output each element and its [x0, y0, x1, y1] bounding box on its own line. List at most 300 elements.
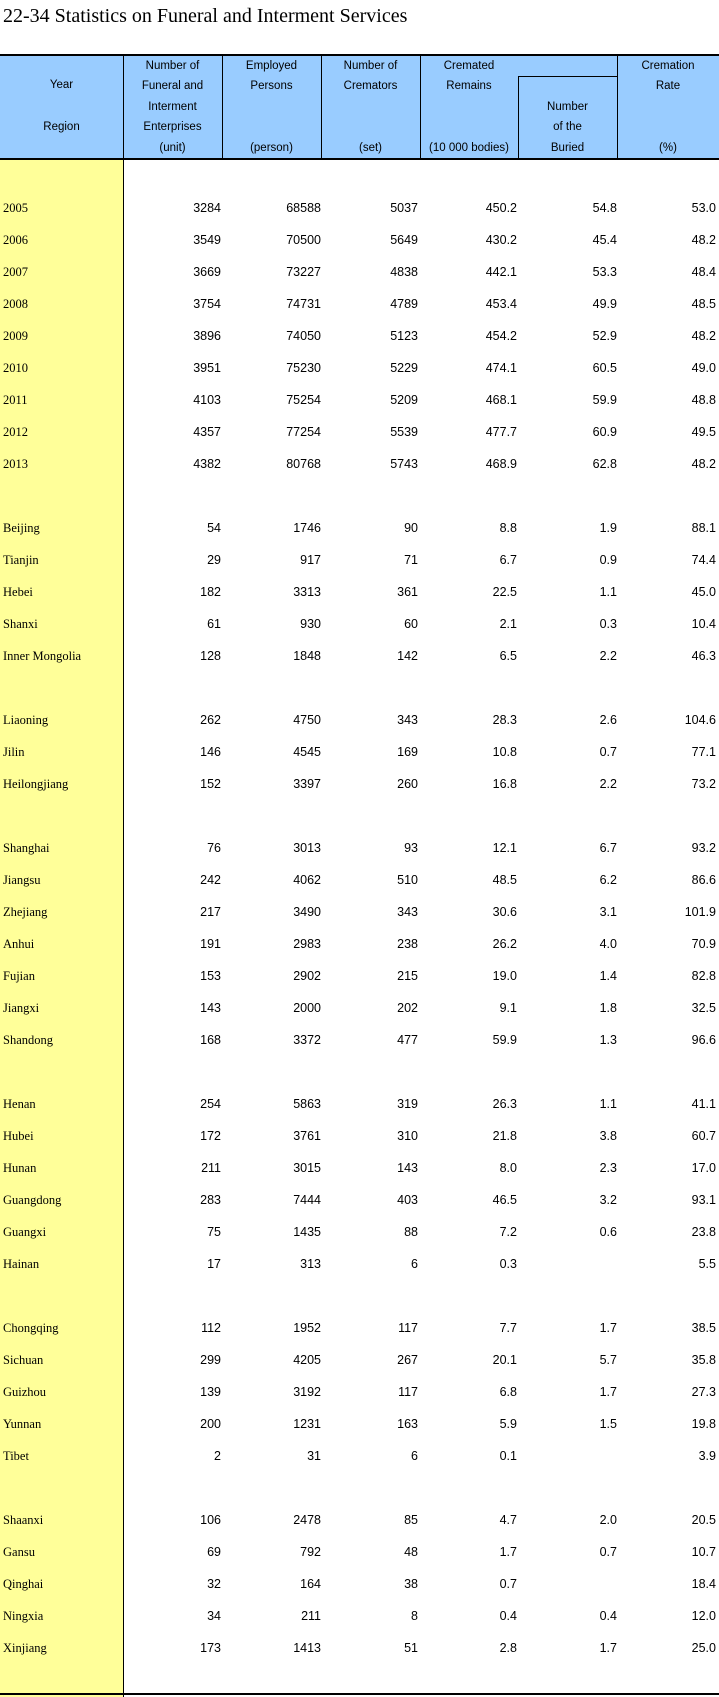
cell-buried: 49.9 [592, 297, 617, 311]
cell-buried: 1.5 [599, 1417, 617, 1431]
cell-rate: 46.3 [691, 649, 716, 663]
cell-cremators: 85 [404, 1513, 418, 1527]
cell-employed: 792 [300, 1545, 321, 1559]
cell-enterprises: 2 [214, 1449, 221, 1463]
cell-cremators: 403 [397, 1193, 418, 1207]
cell-cremators: 93 [404, 841, 418, 855]
cell-cremated: 26.3 [492, 1097, 517, 1111]
cell-buried: 2.2 [599, 777, 617, 791]
cell-buried: 45.4 [592, 233, 617, 247]
cell-cremated: 450.2 [485, 201, 517, 215]
row-label: Hubei [3, 1129, 34, 1143]
cell-cremators: 310 [397, 1129, 418, 1143]
cell-buried: 2.3 [599, 1161, 617, 1175]
cell-enterprises: 254 [200, 1097, 221, 1111]
cell-buried: 0.3 [599, 617, 617, 631]
cell-rate: 35.8 [691, 1353, 716, 1367]
cell-employed: 74050 [286, 329, 321, 343]
cell-cremated: 8.0 [499, 1161, 517, 1175]
cell-rate: 86.6 [691, 873, 716, 887]
cell-cremators: 5229 [390, 361, 418, 375]
row-label: Shandong [3, 1033, 53, 1047]
row-label: Shanxi [3, 617, 38, 631]
cell-cremators: 343 [397, 713, 418, 727]
cell-employed: 3397 [293, 777, 321, 791]
cell-buried: 3.1 [599, 905, 617, 919]
cell-cremated: 19.0 [492, 969, 517, 983]
cell-rate: 48.2 [691, 329, 716, 343]
cell-rate: 93.1 [691, 1193, 716, 1207]
header-enterprises: Interment [148, 101, 197, 113]
cell-enterprises: 34 [207, 1609, 221, 1623]
cell-buried: 2.6 [599, 713, 617, 727]
cell-buried: 1.8 [599, 1001, 617, 1015]
header-employed-unit: (person) [250, 142, 293, 154]
row-label: Guangdong [3, 1193, 62, 1207]
cell-enterprises: 217 [200, 905, 221, 919]
cell-enterprises: 3549 [193, 233, 221, 247]
cell-cremators: 6 [411, 1257, 418, 1271]
cell-enterprises: 76 [207, 841, 221, 855]
header-enterprises-unit: (unit) [159, 142, 186, 154]
cell-enterprises: 3754 [193, 297, 221, 311]
row-label: Gansu [3, 1545, 35, 1559]
cell-rate: 45.0 [691, 585, 716, 599]
cell-buried: 6.7 [599, 841, 617, 855]
header-cremated: Remains [446, 80, 492, 92]
cell-employed: 2000 [293, 1001, 321, 1015]
header-enterprises: Number of [145, 60, 200, 72]
cell-enterprises: 283 [200, 1193, 221, 1207]
header-rate-unit: (%) [659, 142, 677, 154]
cell-employed: 3372 [293, 1033, 321, 1047]
cell-rate: 104.6 [684, 713, 716, 727]
table-row-region [0, 1350, 719, 1370]
table-row-region [0, 1542, 719, 1562]
cell-buried: 0.7 [599, 745, 617, 759]
header-region: Region [43, 121, 80, 133]
cell-cremated: 7.2 [499, 1225, 517, 1239]
cell-enterprises: 152 [200, 777, 221, 791]
cell-cremated: 6.7 [499, 553, 517, 567]
row-label: 2006 [3, 233, 28, 247]
cell-enterprises: 182 [200, 585, 221, 599]
cell-rate: 48.2 [691, 233, 716, 247]
table-row-region [0, 646, 719, 666]
cell-rate: 18.4 [691, 1577, 716, 1591]
cell-buried: 0.9 [599, 553, 617, 567]
table-row-year [0, 358, 719, 378]
row-label: Shaanxi [3, 1513, 44, 1527]
table-row-year [0, 198, 719, 218]
cell-employed: 3015 [293, 1161, 321, 1175]
cell-buried: 1.7 [599, 1385, 617, 1399]
cell-enterprises: 128 [200, 649, 221, 663]
cell-enterprises: 143 [200, 1001, 221, 1015]
table-row-region [0, 1158, 719, 1178]
cell-buried: 1.1 [599, 1097, 617, 1111]
cell-rate: 73.2 [691, 777, 716, 791]
cell-cremated: 6.8 [499, 1385, 517, 1399]
cell-buried: 60.5 [592, 361, 617, 375]
header-employed: Employed [245, 60, 298, 72]
cell-rate: 53.0 [691, 201, 716, 215]
row-label: 2005 [3, 201, 28, 215]
table-row-region [0, 1574, 719, 1594]
cell-cremators: 169 [397, 745, 418, 759]
table-row-region [0, 774, 719, 794]
cell-cremated: 468.9 [485, 457, 517, 471]
header-rate: Rate [655, 80, 681, 92]
cell-rate: 17.0 [691, 1161, 716, 1175]
cell-enterprises: 4103 [193, 393, 221, 407]
cell-enterprises: 75 [207, 1225, 221, 1239]
cell-cremated: 48.5 [492, 873, 517, 887]
cell-cremators: 6 [411, 1449, 418, 1463]
cell-enterprises: 146 [200, 745, 221, 759]
cell-cremated: 442.1 [485, 265, 517, 279]
row-label: Anhui [3, 937, 35, 951]
table-row-region [0, 742, 719, 762]
cell-employed: 4545 [293, 745, 321, 759]
cell-cremated: 4.7 [499, 1513, 517, 1527]
table-row-region [0, 1446, 719, 1466]
table-header [0, 54, 719, 160]
row-label: Jilin [3, 745, 25, 759]
row-label: 2010 [3, 361, 28, 375]
cell-rate: 82.8 [691, 969, 716, 983]
cell-cremators: 117 [398, 1321, 418, 1335]
cell-employed: 1952 [293, 1321, 321, 1335]
table-row-region [0, 1222, 719, 1242]
row-label: Henan [3, 1097, 36, 1111]
header-cremators: Number of [343, 60, 398, 72]
table-row-year [0, 454, 719, 474]
row-label: Sichuan [3, 1353, 44, 1367]
cell-employed: 70500 [286, 233, 321, 247]
cell-buried: 5.7 [599, 1353, 617, 1367]
cell-enterprises: 4357 [193, 425, 221, 439]
cell-enterprises: 173 [200, 1641, 221, 1655]
cell-cremated: 477.7 [485, 425, 517, 439]
row-label: 2009 [3, 329, 28, 343]
row-label: Fujian [3, 969, 35, 983]
row-label: Heilongjiang [3, 777, 69, 791]
cell-cremators: 361 [397, 585, 418, 599]
cell-cremators: 343 [397, 905, 418, 919]
cell-cremated: 0.4 [499, 1609, 517, 1623]
cell-rate: 101.9 [684, 905, 716, 919]
cell-cremated: 0.7 [499, 1577, 517, 1591]
cell-buried: 3.2 [599, 1193, 617, 1207]
cell-employed: 74731 [286, 297, 321, 311]
cell-enterprises: 3284 [193, 201, 221, 215]
row-label: Hebei [3, 585, 33, 599]
row-label: Jiangsu [3, 873, 41, 887]
cell-enterprises: 139 [200, 1385, 221, 1399]
cell-employed: 917 [300, 553, 321, 567]
cell-cremated: 21.8 [492, 1129, 517, 1143]
cell-employed: 80768 [286, 457, 321, 471]
cell-cremators: 142 [397, 649, 418, 663]
cell-cremators: 5209 [390, 393, 418, 407]
cell-cremated: 12.1 [492, 841, 517, 855]
cell-rate: 5.5 [698, 1257, 716, 1271]
cell-employed: 68588 [286, 201, 321, 215]
cell-rate: 41.1 [691, 1097, 716, 1111]
cell-rate: 70.9 [691, 937, 716, 951]
cell-cremators: 477 [397, 1033, 418, 1047]
cell-cremators: 143 [397, 1161, 418, 1175]
cell-employed: 3761 [293, 1129, 321, 1143]
cell-rate: 32.5 [691, 1001, 716, 1015]
cell-cremated: 26.2 [492, 937, 517, 951]
row-label: Tianjin [3, 553, 39, 567]
row-label: Ningxia [3, 1609, 44, 1623]
cell-cremators: 4838 [390, 265, 418, 279]
table-row-region [0, 1030, 719, 1050]
cell-rate: 88.1 [691, 521, 716, 535]
cell-enterprises: 200 [200, 1417, 221, 1431]
cell-cremated: 468.1 [485, 393, 517, 407]
row-label: Hainan [3, 1257, 40, 1271]
cell-buried: 0.7 [599, 1545, 617, 1559]
cell-employed: 31 [307, 1449, 321, 1463]
cell-cremators: 5649 [390, 233, 418, 247]
table-row-region [0, 518, 719, 538]
table-row-region [0, 838, 719, 858]
row-label: 2011 [3, 393, 28, 407]
cell-employed: 211 [301, 1609, 321, 1623]
cell-cremators: 90 [404, 521, 418, 535]
cell-employed: 1435 [293, 1225, 321, 1239]
cell-cremated: 453.4 [485, 297, 517, 311]
table-row-region [0, 1254, 719, 1274]
cell-cremated: 8.8 [499, 521, 517, 535]
cell-cremators: 5123 [390, 329, 418, 343]
cell-cremated: 30.6 [492, 905, 517, 919]
cell-employed: 77254 [286, 425, 321, 439]
cell-rate: 25.0 [691, 1641, 716, 1655]
cell-buried: 1.7 [599, 1641, 617, 1655]
table-row-region [0, 1318, 719, 1338]
row-label: Liaoning [3, 713, 49, 727]
cell-rate: 48.5 [691, 297, 716, 311]
table-row-region [0, 1126, 719, 1146]
cell-buried: 0.4 [599, 1609, 617, 1623]
cell-cremators: 8 [411, 1609, 418, 1623]
cell-employed: 75254 [286, 393, 321, 407]
table-row-region [0, 870, 719, 890]
cell-enterprises: 168 [200, 1033, 221, 1047]
cell-cremated: 0.3 [499, 1257, 517, 1271]
cell-cremators: 71 [404, 553, 418, 567]
row-label: 2013 [3, 457, 28, 471]
cell-enterprises: 191 [200, 937, 221, 951]
row-label: 2007 [3, 265, 28, 279]
cell-cremated: 22.5 [492, 585, 517, 599]
cell-cremators: 117 [398, 1385, 418, 1399]
row-label: Yunnan [3, 1417, 42, 1431]
table-row-region [0, 614, 719, 634]
cell-cremators: 88 [404, 1225, 418, 1239]
cell-buried: 54.8 [592, 201, 617, 215]
cell-employed: 4205 [293, 1353, 321, 1367]
row-label: 2012 [3, 425, 28, 439]
cell-cremated: 454.2 [485, 329, 517, 343]
cell-buried: 3.8 [599, 1129, 617, 1143]
cell-cremators: 319 [397, 1097, 418, 1111]
cell-cremators: 163 [397, 1417, 418, 1431]
cell-enterprises: 61 [207, 617, 221, 631]
cell-rate: 3.9 [698, 1449, 716, 1463]
row-label: Beijing [3, 521, 40, 535]
table-row-region [0, 1638, 719, 1658]
cell-buried: 2.0 [599, 1513, 617, 1527]
cell-employed: 7444 [293, 1193, 321, 1207]
header-cremated: Cremated [443, 60, 495, 72]
cell-cremators: 238 [397, 937, 418, 951]
cell-employed: 75230 [286, 361, 321, 375]
cell-cremated: 430.2 [485, 233, 517, 247]
cell-buried: 59.9 [592, 393, 617, 407]
cell-rate: 48.2 [691, 457, 716, 471]
cell-rate: 77.1 [691, 745, 716, 759]
table-row-region [0, 902, 719, 922]
cell-enterprises: 32 [207, 1577, 221, 1591]
cell-rate: 49.0 [691, 361, 716, 375]
table-row-region [0, 934, 719, 954]
cell-buried: 1.7 [599, 1321, 617, 1335]
row-label: Zhejiang [3, 905, 48, 919]
cell-employed: 5863 [293, 1097, 321, 1111]
cell-cremators: 267 [397, 1353, 418, 1367]
cell-employed: 3013 [293, 841, 321, 855]
cell-rate: 48.8 [691, 393, 716, 407]
cell-cremators: 215 [397, 969, 418, 983]
cell-enterprises: 112 [201, 1321, 221, 1335]
table-row-region [0, 998, 719, 1018]
cell-rate: 74.4 [691, 553, 716, 567]
cell-enterprises: 3951 [193, 361, 221, 375]
cell-employed: 2983 [293, 937, 321, 951]
cell-rate: 38.5 [691, 1321, 716, 1335]
cell-cremators: 202 [397, 1001, 418, 1015]
table-bottom-rule [0, 1693, 719, 1695]
cell-buried: 1.3 [599, 1033, 617, 1047]
cell-buried: 4.0 [599, 937, 617, 951]
row-label: Guangxi [3, 1225, 47, 1239]
cell-rate: 10.4 [691, 617, 716, 631]
cell-cremators: 60 [404, 617, 418, 631]
cell-buried: 1.1 [599, 585, 617, 599]
cell-enterprises: 54 [207, 521, 221, 535]
cell-enterprises: 242 [200, 873, 221, 887]
table-row-region [0, 1414, 719, 1434]
cell-employed: 4750 [293, 713, 321, 727]
cell-buried: 0.6 [599, 1225, 617, 1239]
cell-employed: 930 [300, 617, 321, 631]
cell-cremated: 28.3 [492, 713, 517, 727]
cell-buried: 62.8 [592, 457, 617, 471]
header-divider [518, 76, 618, 77]
cell-buried: 6.2 [599, 873, 617, 887]
cell-enterprises: 4382 [193, 457, 221, 471]
cell-cremators: 5037 [390, 201, 418, 215]
table-row-region [0, 1606, 719, 1626]
table-row-region [0, 550, 719, 570]
cell-cremated: 16.8 [492, 777, 517, 791]
table-row-region [0, 1510, 719, 1530]
header-buried: Buried [550, 142, 585, 154]
cell-rate: 60.7 [691, 1129, 716, 1143]
cell-cremated: 5.9 [499, 1417, 517, 1431]
cell-rate: 10.7 [691, 1545, 716, 1559]
table-row-region [0, 966, 719, 986]
row-label: Chongqing [3, 1321, 59, 1335]
header-cremated-unit: (10 000 bodies) [429, 142, 509, 154]
cell-buried: 2.2 [599, 649, 617, 663]
cell-cremators: 48 [404, 1545, 418, 1559]
cell-enterprises: 299 [200, 1353, 221, 1367]
table-row-region [0, 582, 719, 602]
cell-cremators: 5539 [390, 425, 418, 439]
cell-rate: 20.5 [691, 1513, 716, 1527]
cell-cremators: 260 [397, 777, 418, 791]
cell-cremated: 59.9 [492, 1033, 517, 1047]
header-cremators-unit: (set) [359, 142, 382, 154]
table-row-region [0, 710, 719, 730]
table-row-region [0, 1094, 719, 1114]
cell-enterprises: 262 [200, 713, 221, 727]
cell-cremators: 51 [404, 1641, 418, 1655]
header-employed: Persons [250, 80, 293, 92]
cell-buried: 1.9 [599, 521, 617, 535]
cell-employed: 1746 [293, 521, 321, 535]
cell-employed: 3192 [293, 1385, 321, 1399]
row-label: Xinjiang [3, 1641, 47, 1655]
cell-enterprises: 3669 [193, 265, 221, 279]
cell-enterprises: 106 [200, 1513, 221, 1527]
cell-cremated: 1.7 [499, 1545, 517, 1559]
header-enterprises: Enterprises [143, 121, 202, 133]
cell-employed: 1848 [293, 649, 321, 663]
table-row-year [0, 294, 719, 314]
cell-cremated: 0.1 [499, 1449, 517, 1463]
table-row-year [0, 230, 719, 250]
table-row-year [0, 422, 719, 442]
cell-rate: 27.3 [691, 1385, 716, 1399]
table-row-year [0, 326, 719, 346]
cell-rate: 19.8 [691, 1417, 716, 1431]
cell-employed: 1231 [293, 1417, 321, 1431]
cell-buried: 1.4 [599, 969, 617, 983]
cell-buried: 60.9 [592, 425, 617, 439]
cell-employed: 2478 [293, 1513, 321, 1527]
row-label: Hunan [3, 1161, 37, 1175]
row-label: Qinghai [3, 1577, 44, 1591]
row-label: Shanghai [3, 841, 50, 855]
row-label: 2008 [3, 297, 28, 311]
row-label: Guizhou [3, 1385, 47, 1399]
cell-enterprises: 153 [200, 969, 221, 983]
cell-cremators: 5743 [390, 457, 418, 471]
header-cremators: Cremators [343, 80, 398, 92]
cell-enterprises: 3896 [193, 329, 221, 343]
cell-cremators: 38 [404, 1577, 418, 1591]
cell-cremated: 2.1 [499, 617, 517, 631]
cell-enterprises: 211 [201, 1161, 221, 1175]
